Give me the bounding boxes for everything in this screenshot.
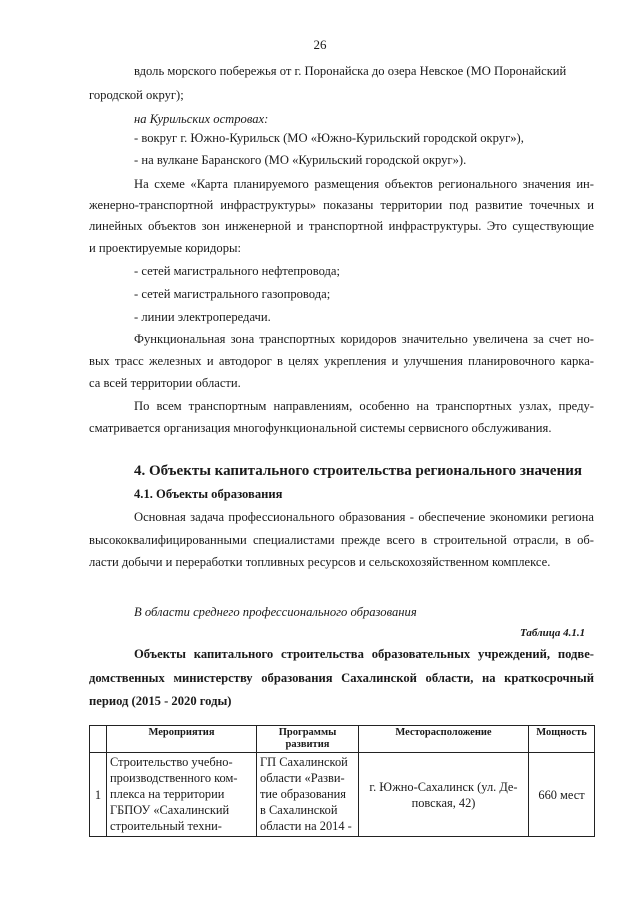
text-line: са всей территории области. <box>89 376 241 390</box>
text-line: На схеме «Карта планируемого размещения объектов регионального значения ин- <box>134 177 594 191</box>
measure-cell <box>107 753 257 837</box>
header-capacity: Мощность <box>529 726 595 753</box>
header-location: Месторасположение <box>359 726 529 753</box>
text-line: линейных объектов зон инженерной и транспортной инфраструктуры. Это существующие <box>89 219 594 233</box>
text-line: вдоль морского побережья от г. Поронайска до озера Невское (МО Поронайский <box>134 64 567 78</box>
cell-line: плекса на территории <box>110 787 225 801</box>
area-heading: В области среднего профессионального образования <box>134 605 417 619</box>
cell-line: ГБПОУ «Сахалинский <box>110 803 230 817</box>
text-line: - на вулкане Баранского (МО «Курильский городской округ»). <box>134 153 467 167</box>
text-line: - сетей магистрального газопровода; <box>134 287 331 301</box>
program-cell <box>257 753 359 837</box>
capacity-cell: 660 мест <box>529 753 595 837</box>
text-line: вых трасс железных и автодорог в целях укрепления и улучшения планировочного карка- <box>89 354 594 368</box>
table-caption-line: период (2015 - 2020 годы) <box>89 694 232 708</box>
cell-line: тие образования <box>260 787 347 801</box>
text-line: По всем транспортным направлениям, особенно на транспортных узлах, преду- <box>134 399 594 413</box>
text-line: высококвалифицированными специалистами прежде всего в строительной отрасли, в об- <box>89 533 594 547</box>
text-line: и проектируемые коридоры: <box>89 241 241 255</box>
text-line: Функциональная зона транспортных коридоров значительно увеличена за счет но- <box>134 332 594 346</box>
text-line: - сетей магистрального нефтепровода; <box>134 264 341 278</box>
cell-line: Строительство учебно- <box>110 755 233 769</box>
row-number: 1 <box>90 753 107 837</box>
table-caption-line: Объекты капитального строительства образовательных учреждений, подве- <box>134 647 594 661</box>
cell-line: строительный техни- <box>110 819 222 833</box>
header-measures: Мероприятия <box>107 726 257 753</box>
education-objects-table <box>89 725 595 837</box>
cell-line: производственного ком- <box>110 771 238 785</box>
location-cell <box>359 753 529 837</box>
header-number <box>90 726 107 753</box>
table-row <box>90 753 595 837</box>
header-programs: Программы развития <box>257 726 359 753</box>
text-line: городской округ); <box>89 88 184 102</box>
cell-line: в Сахалинской <box>260 803 338 817</box>
cell-line: области «Разви- <box>260 771 345 785</box>
text-line: - линии электропередачи. <box>134 310 271 324</box>
section-heading: 4. Объекты капитального строительства регионального значения <box>134 463 582 479</box>
text-line: - вокруг г. Южно-Курильск (МО «Южно-Курильский городской округ»), <box>134 131 524 145</box>
text-line: женерно-транспортной инфраструктуры» показаны территории под развитие точечных и <box>89 198 594 212</box>
text-line: сматривается организация многофункциональной системы сервисного обслуживания. <box>89 421 552 435</box>
text-line: ласти добычи и переработки топливных ресурсов и сельскохозяйственном комплексе. <box>89 555 551 569</box>
text-line: на Курильских островах: <box>134 112 269 126</box>
cell-line: области на 2014 - <box>260 819 352 833</box>
table-label: Таблица 4.1.1 <box>520 627 586 639</box>
cell-line: ГП Сахалинской <box>260 755 348 769</box>
subsection-heading: 4.1. Объекты образования <box>134 487 283 501</box>
text-line: Основная задача профессионального образования - обеспечение экономики региона <box>134 510 594 524</box>
cell-line: г. Южно-Сахалинск (ул. Де- <box>369 779 518 794</box>
page-number: 26 <box>313 37 327 52</box>
table-caption-line: домственных министерству образования Сахалинской области, на краткосрочный <box>89 671 594 685</box>
cell-line: повская, 42) <box>411 795 476 810</box>
